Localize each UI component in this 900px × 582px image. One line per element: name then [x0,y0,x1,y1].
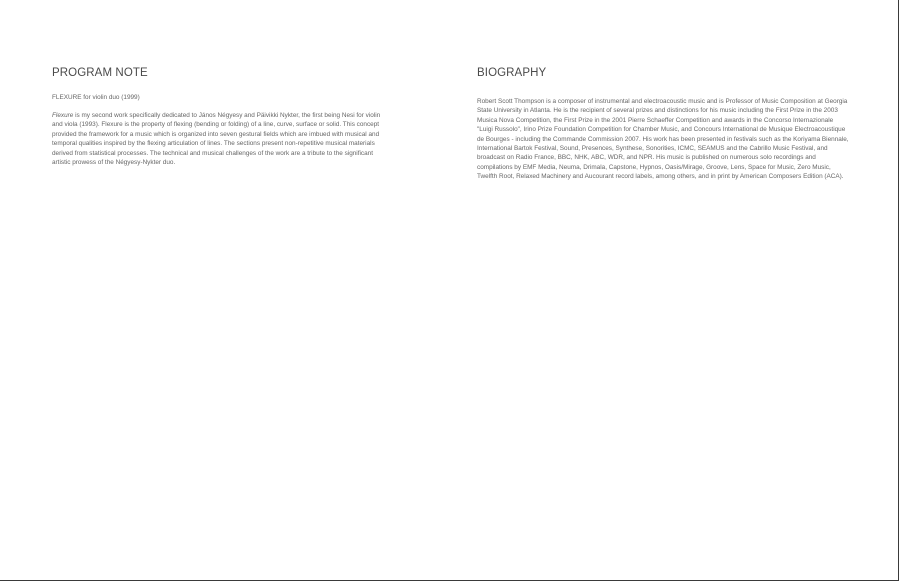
program-note-body-text: is my second work specifically dedicated to János Négyesy and Päivikki Nykter, the first being Nesi for violin and viola (1993). Flexure is the property of flexing (bending or folding) of a line, curve, surface or solid. This concept provided the framework for a music which is organized into seven gestural fields which are imbued with musical and temporal qualities inspired by the flexing articulation of lines. The sections present non-repetitive musical materials derived from statistical processes. The technical and musical challenges of the work are a tribute to the significant artistic prowess of the Négyesy-Nykter duo. [52,112,381,167]
program-note-heading: PROGRAM NOTE [52,67,148,79]
program-note-work-title: Flexure [52,112,74,119]
program-note-subtitle: FLEXURE for violin duo (1999) [52,94,140,101]
program-note-section [52,66,382,167]
program-note-body [52,111,382,167]
biography-body: Robert Scott Thompson is a composer of instrumental and electroacoustic music and is Professor of Music Composition at Georgia State University in Atlanta. He is the recipient of several prizes and distinctions for his music including the First Prize in the 2003 Musica Nova Competition, the First Prize in the 2001 Pierre Schaeffer Competition and awards in the Concorso Internazionale "Luigi Russolo", Irino Prize Foundation Competition for Chamber Music, and Concours International de Musique Electroacoustique de Bourges - including the Commande Commission 2007. His work has been presented in festivals such as the Koriyama Biennale, International Bartok Festival, Sound, Presences, Synthese, Sonorities, ICMC, SEAMUS and the Cabrillo Music Festival, and broadcast on Radio France, BBC, NHK, ABC, WDR, and NPR. His music is published on numerous solo recordings and compilations by EMF Media, Neuma, Drimala, Capstone, Hypnos, Oasis/Mirage, Groove, Lens, Space for Music, Zero Music, Twelfth Root, Relaxed Machinery and Aucourant record labels, among others, and in print by American Composers Edition (ACA). [477,98,849,181]
biography-section [477,66,849,182]
biography-heading: BIOGRAPHY [477,67,547,79]
